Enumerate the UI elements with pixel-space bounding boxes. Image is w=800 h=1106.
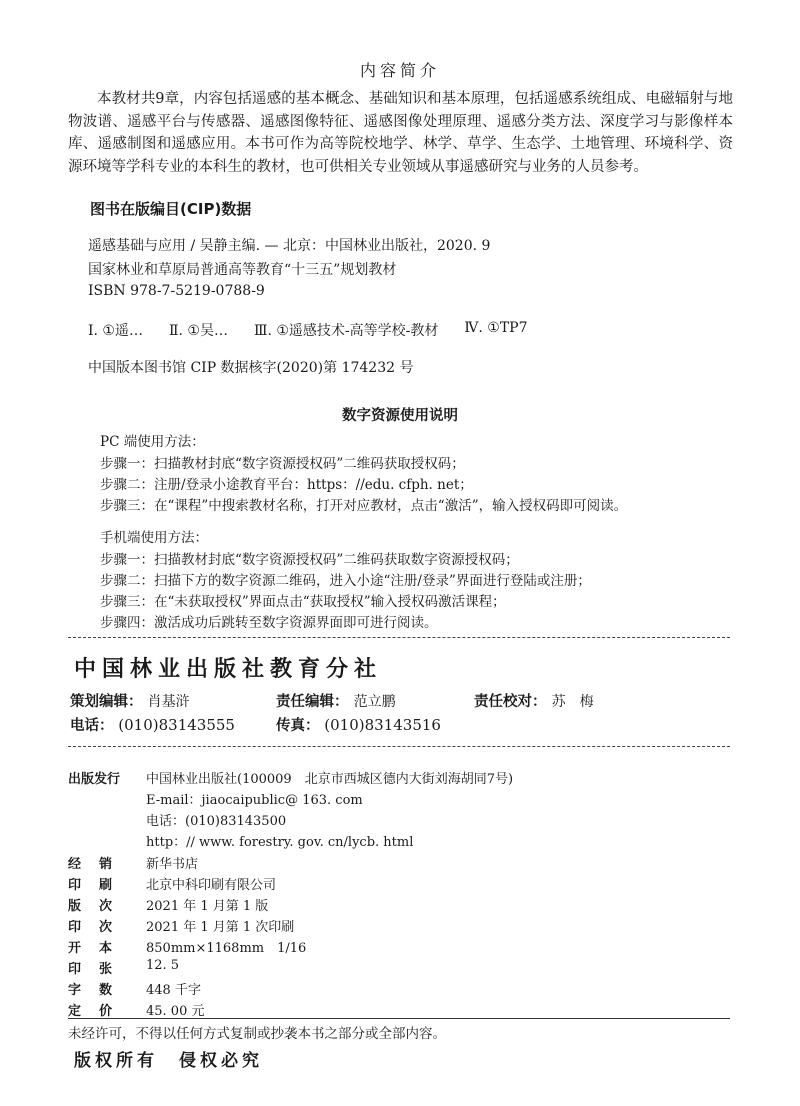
sheets-value: 12. 5 (146, 958, 180, 973)
cip-class-3: Ⅲ. ①遥感技术-高等学校-教材 (253, 323, 439, 339)
cip-classifications (88, 320, 527, 340)
mobile-step-3: 步骤三：在“未获取授权”界面点击“获取授权”输入授权码激活课程； (100, 594, 506, 610)
printing-value: 2021 年 1 月第 1 次印刷 (146, 920, 295, 935)
publisher-phone: 电话：(010)83143500 (146, 814, 287, 829)
wordcount-value: 448 千字 (146, 983, 201, 998)
phone-label: 电话： (70, 718, 114, 734)
publisher-email: E-mail：jiaocaipublic@ 163. com (146, 793, 363, 808)
cip-series-line: 国家林业和草原局普通高等教育“十三五”规划教材 (88, 262, 397, 278)
dashed-divider (68, 637, 730, 638)
proofreader-value: 苏 梅 (551, 694, 594, 710)
cip-title-line: 遥感基础与应用 / 吴静主编. — 北京：中国林业出版社，2020. 9 (88, 238, 491, 254)
price-label: 定价 (68, 1004, 131, 1019)
distributor-label: 经销 (68, 857, 131, 872)
rights-reserved: 版权所有 侵权必究 (74, 1051, 263, 1071)
mobile-step-1: 步骤一：扫描教材封底“数字资源授权码”二维码获取数字资源授权码； (100, 552, 519, 568)
digital-resource-title: 数字资源使用说明 (342, 408, 458, 424)
planning-editor-label: 策划编辑： (70, 694, 143, 710)
sheets-label: 印张 (68, 962, 131, 977)
proofreader-label: 责任校对： (474, 694, 547, 710)
responsible-editor (276, 690, 396, 711)
summary-text: 本教材共9章，内容包括遥感的基本概念、基础知识和基本原理，包括遥感系统组成、电磁辐射与地物波谱、遥感平台与传感器、遥感图像特征、遥感图像处理原理、遥感分类方法、深度学习与影像样本库、遥感制图和遥感应用。本书可作为高等院校地学、林学、草学、生态学、土地管理、环境科学、资源环境等学科专业的本科生的教材，也可供相关专业领域从事遥感研究与业务的人员参考。 (68, 91, 733, 175)
solid-divider (68, 1018, 730, 1019)
copyright-note: 未经许可，不得以任何方式复制或抄袭本书之部分或全部内容。 (68, 1026, 446, 1042)
pc-step-1: 步骤一：扫描教材封底“数字资源授权码”二维码获取授权码； (100, 456, 465, 472)
fax-value: (010)83143516 (324, 716, 441, 734)
cip-class-1: Ⅰ. ①遥… (88, 323, 143, 339)
phone-value: (010)83143555 (118, 716, 235, 734)
publisher-url: http：// www. forestry. gov. cn/lycb. html (146, 835, 414, 850)
fax-label: 传真： (276, 718, 320, 734)
planning-editor (70, 690, 190, 711)
wordcount-label: 字数 (68, 983, 131, 998)
pc-step-2: 步骤二：注册/登录小途教育平台：https：//edu. cfph. net； (100, 477, 473, 493)
branch-name: 中国林业出版社教育分社 (74, 656, 383, 682)
publisher-line-1: 中国林业出版社(100009 北京市西城区德内大街刘海胡同7号) (146, 772, 514, 787)
cip-class-4: Ⅳ. ①TP7 (464, 320, 528, 336)
summary-block (68, 88, 733, 178)
cip-class-2: Ⅱ. ①吴… (168, 323, 228, 339)
distributor-value: 新华书店 (146, 857, 199, 872)
planning-editor-value: 肖基浒 (147, 694, 190, 710)
format-value: 850mm×1168mm 1/16 (146, 941, 307, 956)
printing-label: 印次 (68, 920, 131, 935)
pc-heading: PC 端使用方法： (100, 434, 205, 450)
fax (276, 714, 441, 735)
format-label: 开本 (68, 941, 131, 956)
price-value: 45. 00 元 (146, 1004, 205, 1019)
dashed-divider-2 (68, 746, 730, 747)
pc-step-3: 步骤三：在“课程”中搜索教材名称，打开对应教材，点击“激活”，输入授权码即可阅读。 (100, 498, 628, 514)
mobile-step-4: 步骤四：激活成功后跳转至数字资源界面即可进行阅读。 (100, 615, 438, 631)
cip-isbn: ISBN 978-7-5219-0788-9 (88, 283, 265, 299)
responsible-editor-label: 责任编辑： (276, 694, 349, 710)
proofreader (474, 690, 594, 711)
phone (70, 714, 235, 735)
summary-title: 内容简介 (359, 61, 440, 80)
mobile-step-2: 步骤二：扫描下方的数字资源二维码，进入小途“注册/登录”界面进行登陆或注册； (100, 573, 591, 589)
printer-value: 北京中科印刷有限公司 (146, 878, 277, 893)
edition-value: 2021 年 1 月第 1 版 (146, 899, 269, 914)
cip-record: 中国版本图书馆 CIP 数据核字(2020)第 174232 号 (88, 360, 414, 376)
publisher-label: 出版发行 (68, 772, 121, 787)
edition-label: 版次 (68, 899, 131, 914)
responsible-editor-value: 范立鹏 (353, 694, 396, 710)
printer-label: 印刷 (68, 878, 131, 893)
cip-heading: 图书在版编目(CIP)数据 (90, 200, 252, 218)
mobile-heading: 手机端使用方法： (100, 530, 208, 546)
